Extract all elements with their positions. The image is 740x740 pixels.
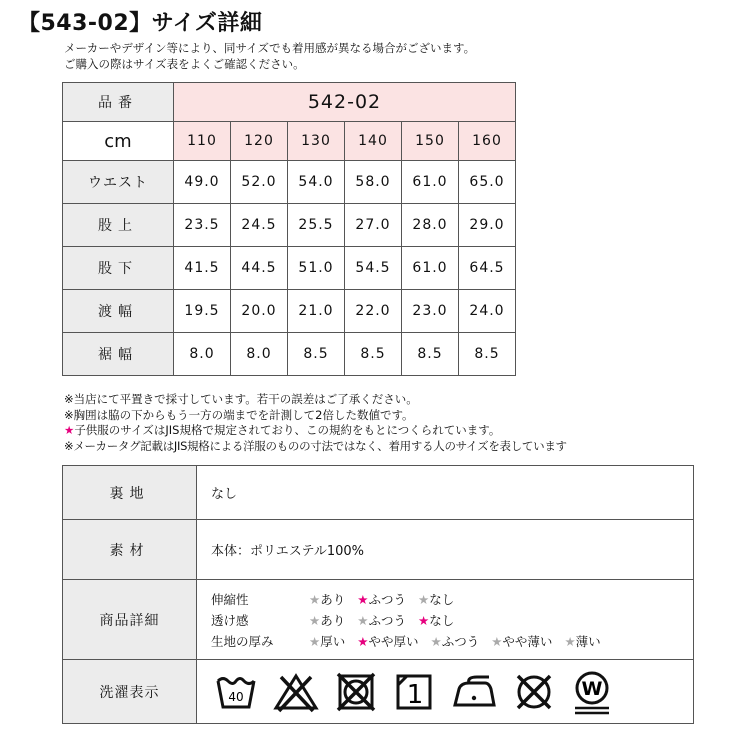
size-header: 110 [174, 122, 231, 161]
detail-row [211, 630, 693, 651]
star-icon: ★ [309, 612, 321, 628]
details-value [197, 580, 694, 660]
table-row [63, 204, 516, 247]
details-label: 商品詳細 [63, 580, 197, 660]
table-row [63, 290, 516, 333]
detail-option [357, 611, 406, 629]
table-cell: 23.5 [174, 204, 231, 247]
table-cell: 58.0 [345, 161, 402, 204]
row-label: 股上 [63, 204, 174, 247]
note-line [64, 423, 567, 439]
care-value [197, 660, 694, 724]
note-line: ※メーカータグ記載はJIS規格による洋服のものの寸法ではなく、着用する人のサイズを表しています [64, 438, 567, 453]
detail-option [491, 632, 552, 650]
wash-40-icon [215, 671, 257, 713]
table-cell: 65.0 [459, 161, 516, 204]
table-cell: 22.0 [345, 290, 402, 333]
option-label: なし [429, 591, 455, 607]
table-cell: 61.0 [402, 247, 459, 290]
no-dry-clean-icon [513, 671, 555, 713]
material-row [63, 520, 694, 580]
intro-line: メーカーやデザイン等により、同サイズでも着用感が異なる場合がございます。 [64, 41, 476, 55]
star-icon: ★ [357, 591, 369, 607]
table-cell: 23.0 [402, 290, 459, 333]
option-label: 薄い [575, 633, 601, 649]
lining-row [63, 466, 694, 520]
table-cell: 8.5 [345, 333, 402, 376]
detail-name: 透け感 [211, 612, 249, 628]
table-cell: 29.0 [459, 204, 516, 247]
star-icon: ★ [417, 612, 430, 628]
option-label: 厚い [320, 633, 346, 649]
detail-option [357, 590, 406, 608]
material-value: 本体：ポリエステル100% [197, 520, 694, 580]
table-cell: 8.5 [288, 333, 345, 376]
star-icon: ★ [357, 633, 369, 649]
care-icons [211, 669, 693, 715]
table-cell: 64.5 [459, 247, 516, 290]
no-bleach-icon [273, 671, 319, 713]
note-line: ※当店にて平置きで採寸しています。若干の誤差はご了承ください。 [64, 392, 418, 406]
detail-option [430, 632, 479, 650]
option-label: やや厚い [368, 633, 419, 649]
option-label: ふつう [441, 633, 480, 649]
option-label: あり [320, 612, 346, 628]
page-title: 【543-02】サイズ詳細 [18, 11, 263, 36]
size-header-row [63, 122, 516, 161]
intro-text [64, 40, 475, 72]
care-label: 洗濯表示 [63, 660, 197, 724]
table-cell: 28.0 [402, 204, 459, 247]
star-icon: ★ [564, 633, 576, 649]
wet-clean-mark: W [581, 677, 603, 700]
table-cell: 41.5 [174, 247, 231, 290]
detail-option [309, 590, 345, 608]
detail-option [357, 632, 418, 650]
table-cell: 51.0 [288, 247, 345, 290]
product-label: 品番 [63, 83, 174, 122]
detail-name: 伸縮性 [211, 591, 249, 607]
line-dry-shade-icon [393, 671, 435, 713]
iron-low-icon [451, 671, 497, 713]
row-label: 渡幅 [63, 290, 174, 333]
material-label: 素材 [63, 520, 197, 580]
star-icon: ★ [64, 423, 75, 437]
notes [64, 392, 567, 454]
option-label: あり [320, 591, 346, 607]
table-cell: 8.5 [402, 333, 459, 376]
wet-clean-icon [571, 669, 613, 715]
detail-row [211, 588, 693, 609]
option-label: ふつう [368, 591, 406, 607]
option-label: なし [429, 612, 455, 628]
table-cell: 25.5 [288, 204, 345, 247]
table-cell: 54.0 [288, 161, 345, 204]
detail-option [418, 590, 454, 608]
star-icon: ★ [417, 591, 430, 607]
note-line: ※胸囲は脇の下からもう一方の端までを計測して2倍した数値です。 [64, 407, 414, 422]
size-header: 120 [231, 122, 288, 161]
star-icon: ★ [357, 612, 369, 628]
table-row [63, 333, 516, 376]
intro-line: ご購入の際はサイズ表をよくご確認ください。 [64, 57, 305, 71]
table-cell: 54.5 [345, 247, 402, 290]
table-cell: 61.0 [402, 161, 459, 204]
detail-option [418, 611, 454, 629]
size-header: 150 [402, 122, 459, 161]
table-row [63, 161, 516, 204]
row-label: ウエスト [63, 161, 174, 204]
detail-option [564, 632, 600, 650]
no-tumble-dry-icon [335, 671, 377, 713]
size-header: 160 [459, 122, 516, 161]
detail-name: 生地の厚み [211, 633, 274, 649]
product-row [63, 83, 516, 122]
row-label: 股下 [63, 247, 174, 290]
table-cell: 8.0 [174, 333, 231, 376]
table-row [63, 247, 516, 290]
lining-value: なし [197, 466, 694, 520]
table-cell: 49.0 [174, 161, 231, 204]
detail-row [211, 609, 693, 630]
details-list [211, 588, 693, 651]
product-code: 542-02 [174, 83, 516, 122]
detail-option [309, 611, 345, 629]
info-table [62, 465, 694, 724]
table-cell: 52.0 [231, 161, 288, 204]
line-dry-mark: 1 [406, 679, 424, 710]
detail-option [309, 632, 345, 650]
option-label: ふつう [368, 612, 406, 628]
lining-label: 裏地 [63, 466, 197, 520]
table-cell: 44.5 [231, 247, 288, 290]
table-cell: 24.5 [231, 204, 288, 247]
cm-label: cm [63, 122, 174, 161]
star-icon: ★ [309, 591, 321, 607]
table-cell: 20.0 [231, 290, 288, 333]
option-label: やや薄い [502, 633, 553, 649]
size-table [62, 82, 516, 376]
table-cell: 19.5 [174, 290, 231, 333]
star-icon: ★ [309, 633, 321, 649]
care-row [63, 660, 694, 724]
wash-temp: 40 [228, 689, 244, 704]
size-header: 140 [345, 122, 402, 161]
star-icon: ★ [491, 633, 503, 649]
table-cell: 27.0 [345, 204, 402, 247]
table-cell: 8.5 [459, 333, 516, 376]
row-label: 裾幅 [63, 333, 174, 376]
details-row [63, 580, 694, 660]
table-cell: 8.0 [231, 333, 288, 376]
note-text: 子供服のサイズはJIS規格で規定されており、この規約をもとにつくられています。 [74, 423, 501, 437]
table-cell: 24.0 [459, 290, 516, 333]
table-cell: 21.0 [288, 290, 345, 333]
size-header: 130 [288, 122, 345, 161]
star-icon: ★ [430, 633, 442, 649]
